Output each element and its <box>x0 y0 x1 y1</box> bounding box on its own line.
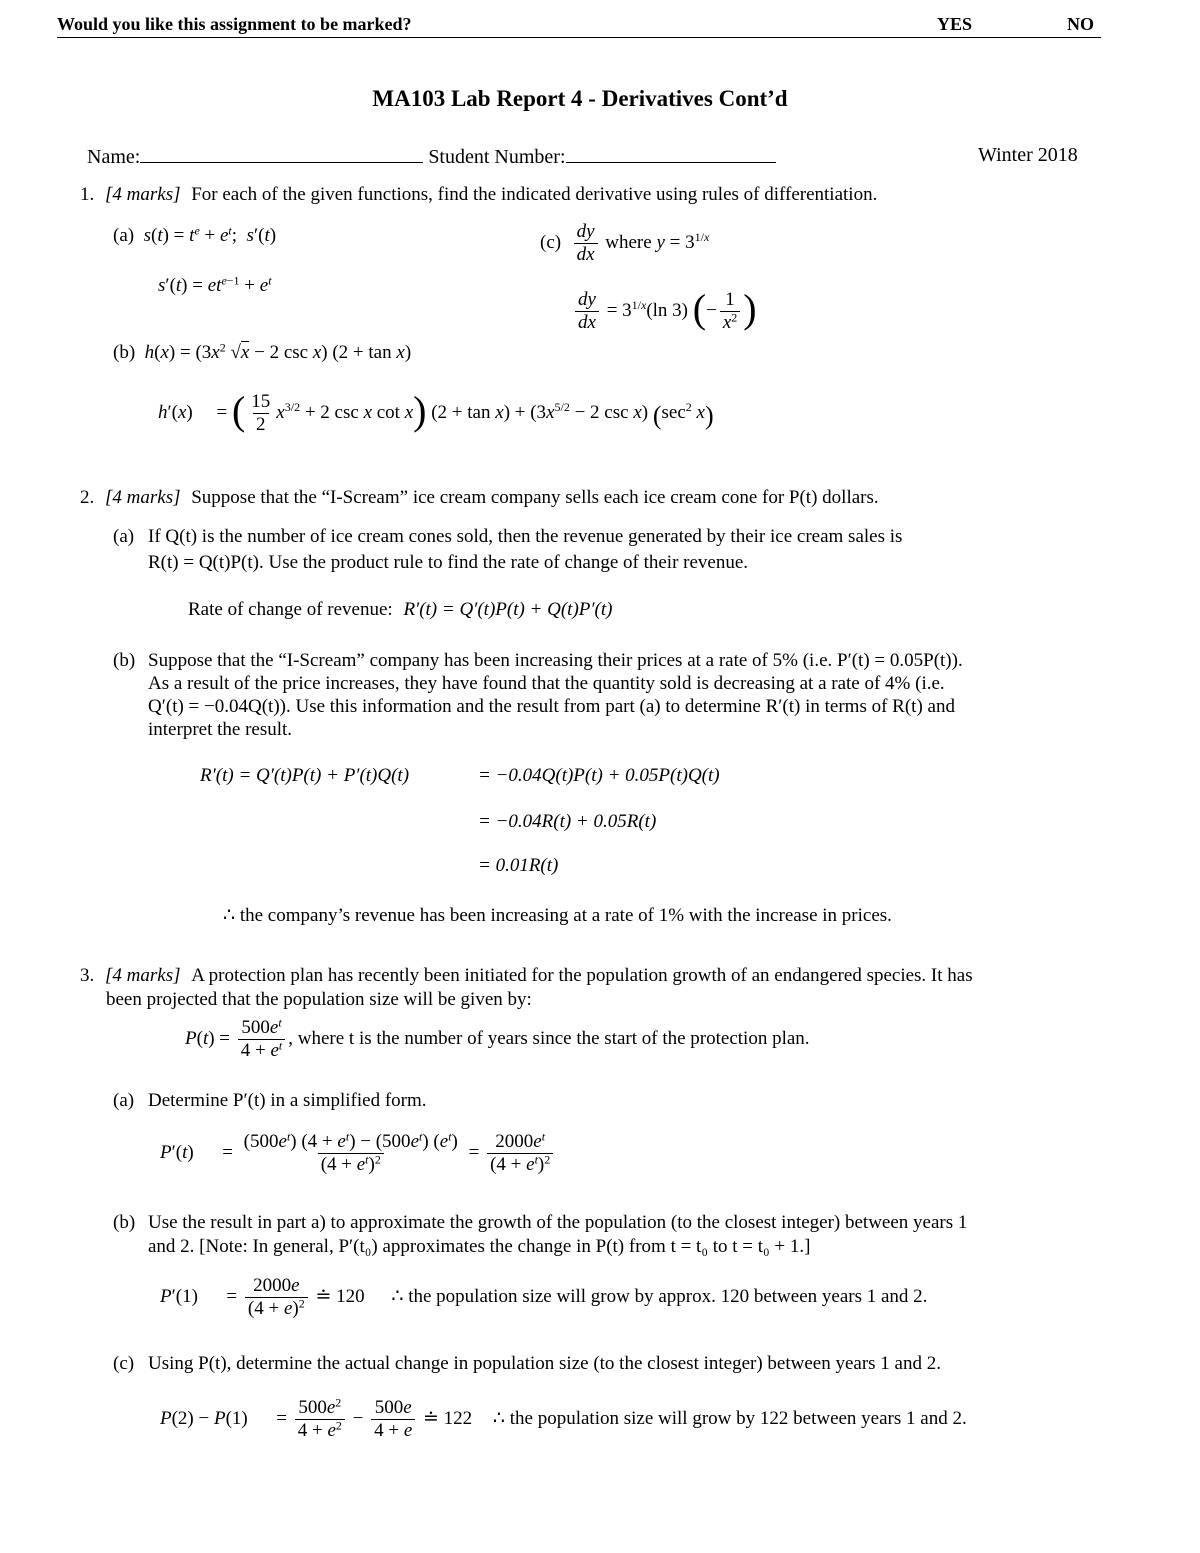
q3c-text: Using P(t), determine the actual change in population size (to the closest integer) between years 1 and 2. <box>148 1353 941 1374</box>
student-info <box>87 144 776 169</box>
q2b-lhs: R′(t) = Q′(t)P(t) + P′(t)Q(t) <box>200 765 410 786</box>
q2b-step-2: = −0.04R(t) + 0.05R(t) <box>478 811 657 832</box>
q3b-text-2: and 2. [Note: In general, P′(t₀) approximates the change in P(t) from t = t₀ to t = t₀ + 1.] <box>148 1236 811 1257</box>
q3c-label: (c) <box>113 1353 135 1374</box>
q3c-conclusion: ∴ the population size will grow by 122 between years 1 and 2. <box>492 1407 967 1429</box>
q3a-answer: P′(t) = $\frac{(500e^t) (4 + e^t) - (500e^t) (e^t)}{(4 + e^t)^2}$ = $\frac{2000e^t}{(4 + e^t)^2}$ <box>160 1132 556 1175</box>
q2b-text-2: As a result of the price increases, they have found that the quantity sold is decreasing at a rate of 4% (i.e. <box>148 673 945 694</box>
name-blank[interactable] <box>140 144 423 163</box>
q2b-text-1: Suppose that the “I-Scream” company has been increasing their prices at a rate of 5% (i.e. P′(t) = 0.05P(t)). <box>148 650 963 671</box>
q2a-answer-label: Rate of change of revenue: <box>188 599 393 620</box>
q2-number: 2. <box>80 487 95 508</box>
q3b-answer: P′(1) = $\frac{2000e}{(4 + e)^2}$ ≐ 120 ∴ the population size will grow by approx. 120 between years 1 and 2. <box>160 1275 928 1319</box>
yes-option[interactable]: YES <box>937 14 973 34</box>
q3b-result: ≐ 120 <box>315 1285 365 1307</box>
header-rule <box>57 37 1101 38</box>
q3-number: 3. <box>80 965 95 986</box>
term: Winter 2018 <box>978 144 1078 166</box>
q2a-answer <box>188 599 612 621</box>
q2a-text-2: R(t) = Q(t)P(t). Use the product rule to find the rate of change of their revenue. <box>148 552 749 573</box>
q2a-label: (a) <box>113 526 135 547</box>
name-label: Name: <box>87 146 141 168</box>
q3-prompt-2: been projected that the population size will be given by: <box>106 989 532 1010</box>
q1a-answer: $s'(t) = et^{e-1} + e^t$ <box>158 273 272 296</box>
q1-header <box>80 184 877 206</box>
q2b-step-1: = −0.04Q(t)P(t) + 0.05P(t)Q(t) <box>478 765 720 786</box>
q2b-label: (b) <box>113 650 136 671</box>
q1b-question: (b) $h(x) = (3x^2$ √x − 2 csc x) (2 + tan x) <box>113 340 412 363</box>
q2b-step-3: = 0.01R(t) <box>478 855 559 876</box>
q3-prompt-1: A protection plan has recently been initiated for the population growth of an endangered species. It has <box>191 965 973 986</box>
q3a-text: Determine P′(t) in a simplified form. <box>148 1090 427 1111</box>
q1-marks: [4 marks] <box>105 184 181 205</box>
q3-header <box>80 965 973 987</box>
q2b-conclusion: ∴ the company’s revenue has been increasing at a rate of 1% with the increase in prices. <box>223 905 892 926</box>
q3b-text-1: Use the result in part a) to approximate the growth of the population (to the closest integer) between years 1 <box>148 1212 968 1233</box>
student-number-label: Student Number: <box>428 146 566 168</box>
q2-prompt: Suppose that the “I-Scream” ice cream company sells each ice cream cone for P(t) dollars. <box>191 487 879 508</box>
q2a-text-1: If Q(t) is the number of ice cream cones sold, then the revenue generated by their ice cream sales is <box>148 526 903 547</box>
q1-prompt: For each of the given functions, find the indicated derivative using rules of differentiation. <box>191 184 878 205</box>
q2-marks: [4 marks] <box>105 487 181 508</box>
q2-header <box>80 487 879 509</box>
q3b-conclusion: ∴ the population size will grow by approx. 120 between years 1 and 2. <box>391 1285 928 1307</box>
q2b-text-4: interpret the result. <box>148 719 293 740</box>
q2a-answer-value: R′(t) = Q′(t)P(t) + Q(t)P′(t) <box>403 599 613 620</box>
q3c-answer: P(2) − P(1) = $\frac{500e^2}{4 + e^2}$ − $\frac{500e}{4 + e}$ ≐ 122 ∴ the population size will grow by 122 between years 1 and 2. <box>160 1395 967 1441</box>
q3-marks: [4 marks] <box>105 965 181 986</box>
marking-question: Would you like this assignment to be marked? <box>57 14 412 34</box>
q3-model: P(t) = $\frac{500e^t}{4 + e^t}$ , where t is the number of years since the start of the protection plan. <box>185 1015 810 1061</box>
q3-model-tail: , where t is the number of years since the start of the protection plan. <box>288 1027 810 1049</box>
q3b-label: (b) <box>113 1212 136 1233</box>
q1b-answer: h′(x) = ( $\frac{15}{2}$ $x^{3/2} + 2$ csc x cot x) $(2 + \tan x) + (3x^{5/2} - 2$ csc x) ($\sec^2$ x) <box>158 387 714 435</box>
q1-number: 1. <box>80 184 95 205</box>
q1a-question: (a) $s(t) = t^e + e^t$; s′(t) <box>113 223 277 246</box>
page-title: MA103 Lab Report 4 - Derivatives Cont’d <box>372 86 788 111</box>
q3c-result: ≐ 122 <box>423 1407 473 1429</box>
student-number-blank[interactable] <box>566 144 776 163</box>
q1c-question: (c) $\frac{dy}{dx}$ where $y = 3^{1/x}$ <box>540 221 710 265</box>
q1c-answer: $\frac{dy}{dx}$ = $3^{1/x}(\ln$ 3) (− $\frac{1}{x^2}$ ) <box>572 290 757 333</box>
q3a-label: (a) <box>113 1090 135 1111</box>
q2b-text-3: Q′(t) = −0.04Q(t)). Use this information and the result from part (a) to determine R′(t) in terms of R(t) and <box>148 696 955 717</box>
no-option[interactable]: NO <box>1067 14 1094 34</box>
